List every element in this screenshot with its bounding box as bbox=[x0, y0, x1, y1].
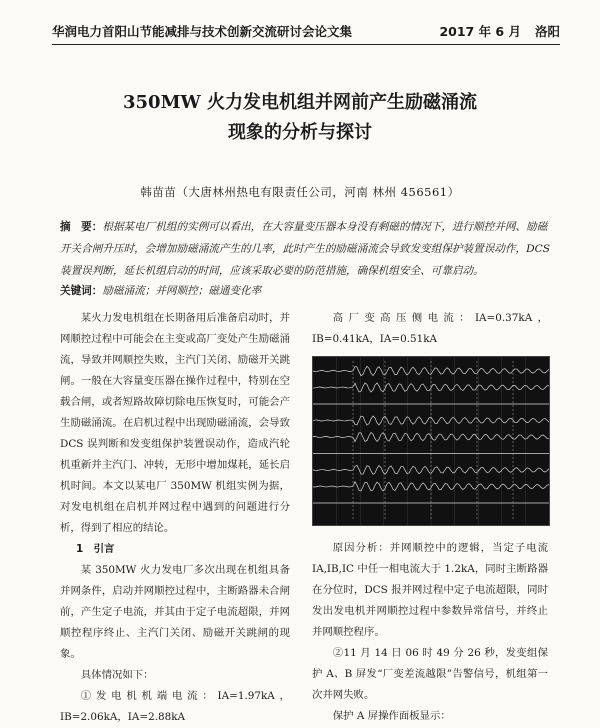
paragraph: 高厂变高压侧电流：IA=0.37kA，IB=0.41kA，IA=0.51kA bbox=[312, 312, 548, 345]
paragraph: 原因分析：并网顺控中的逻辑，当定子电流IA,IB,IC 中任一相电流大于 1.2kA，同时主断路器在分位时，DCS 报并网过程中定子电流超限，同时发出发电机并网顺控过程中参数异常信号，并终止并网顺控程序。 bbox=[312, 542, 548, 638]
keywords bbox=[60, 280, 550, 302]
abstract bbox=[60, 216, 550, 282]
paper-title-line1: 350MW 火力发电机组并网前产生励磁涌流 bbox=[123, 92, 477, 113]
left-column bbox=[60, 308, 290, 728]
right-column bbox=[312, 308, 548, 727]
paragraph: ①发电机机端电流：IA=1.97kA，IB=2.06kA，IA=2.88kA bbox=[60, 690, 290, 723]
paragraph: 具体情况如下： bbox=[80, 669, 154, 681]
paragraph: ②11 月 14 日 06 时 49 分 26 秒，发变组保护 A、B 屏发“厂变差流越限”告警信号，机组第一次并网失败。 bbox=[312, 647, 548, 701]
header-date: 2017 年 6 月 bbox=[439, 24, 521, 39]
paragraph: 某火力发电机组在长期备用后准备启动时，并网顺控过程中可能会在主变或高厂变处产生励磁涌流，导致并网顺控失败，主汽门关闭、励磁开关跳闸。一般在大容量变压器在操作过程中，特别在空载合闸，或者短路故障切除电压恢复时，可能会产生励磁涌流。在启机过程中出现励磁涌流，会导致 DCS 误判断和发变组保护装置误动作，造成汽轮机重新并主汽门、冲转，无形中增加煤耗，延长启机时间。本文以某电厂 350MW 机组实例为据，对发电机组在启机并网过程中遇到的问题进行分析，得到了相应的结论。 bbox=[60, 312, 290, 534]
section-heading: 1 引言 bbox=[76, 543, 115, 555]
oscillogram-figure bbox=[312, 356, 550, 526]
author-affiliation: 韩苗苗（大唐林州热电有限责任公司，河南 林州 456561） bbox=[140, 185, 460, 199]
keywords-label: 关键词： bbox=[60, 285, 103, 297]
keywords-text: 励磁涌流；并网顺控；磁通变化率 bbox=[102, 285, 262, 297]
paragraph: 保护 A 屏操作面板显示： bbox=[332, 710, 451, 722]
paper-title-line2: 现象的分析与探讨 bbox=[228, 122, 372, 143]
abstract-label: 摘 要： bbox=[60, 221, 103, 233]
header-place: 洛阳 bbox=[534, 24, 560, 39]
paper-title bbox=[0, 88, 600, 148]
journal-title: 华润电力首阳山节能减排与技术创新交流研讨会论文集 bbox=[52, 24, 353, 39]
paragraph: 某 350MW 火力发电厂多次出现在机组具备并网条件，启动并网顺控过程中，主断路器未合闸前，产生定子电流，并其由于定子电流超限，并网顺控程序终止、主汽门关闭、励磁开关跳闸的现象。 bbox=[60, 564, 290, 660]
abstract-text: 根据某电厂机组的实例可以看出，在大容量变压器本身没有剩磁的情况下，进行顺控并网、励磁开关合闸升压时，会增加励磁涌流产生的几率，此时产生的励磁涌流会导致发变组保护装置误动作，DCS 装置误判断，延长机组启动的时间，应该采取必要的防范措施，确保机组安全、可靠启动。 bbox=[60, 221, 550, 277]
running-header bbox=[52, 22, 560, 45]
header-date-place bbox=[439, 22, 560, 40]
